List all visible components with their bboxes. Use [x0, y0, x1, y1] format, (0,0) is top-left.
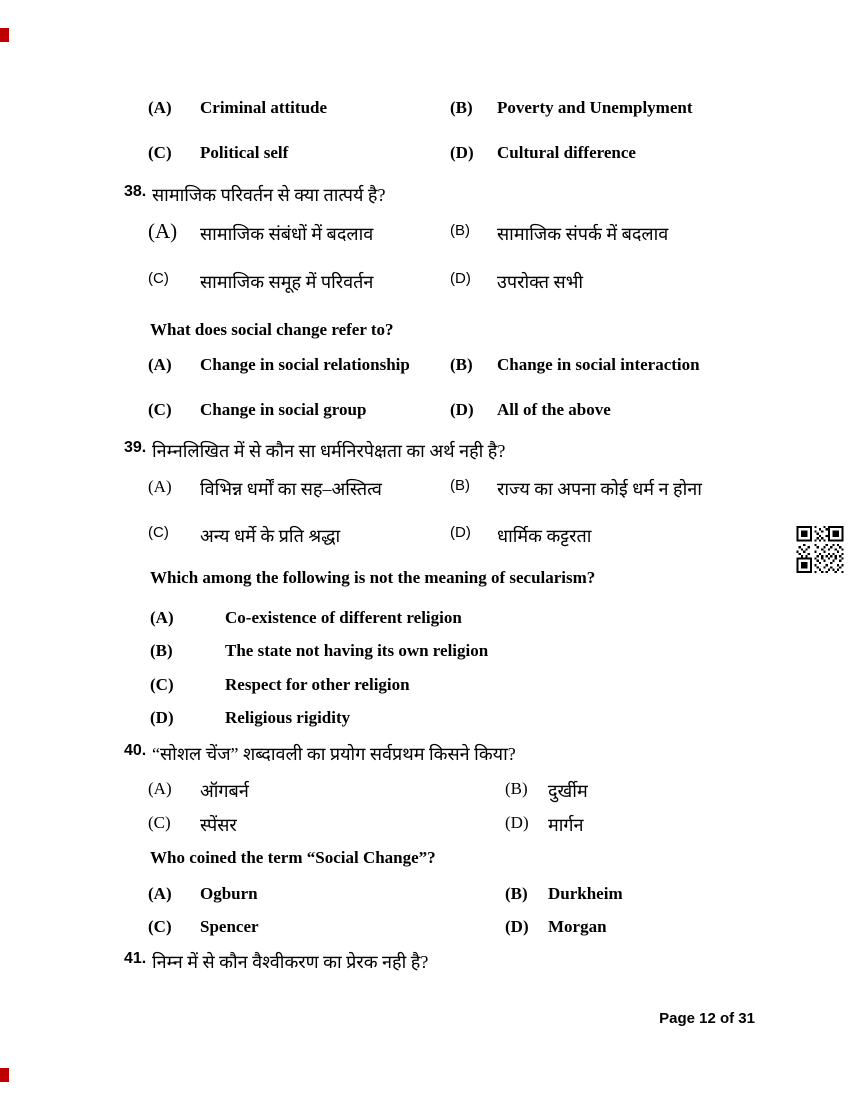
option-text: Ogburn: [200, 884, 258, 903]
option-text: Political self: [200, 143, 289, 162]
question-text: Which among the following is not the meaning of secularism?: [150, 568, 596, 587]
option-letter: (D): [505, 813, 529, 832]
page-footer: Page 12 of 31: [659, 1010, 755, 1027]
option-letter: (B): [150, 641, 173, 660]
question-text: निम्नलिखित में से कौन सा धर्मनिरपेक्षता का अर्थ नही है?: [152, 441, 506, 461]
option-text: राज्य का अपना कोई धर्म न होना: [497, 479, 702, 499]
option-letter: (D): [450, 143, 474, 162]
option-text: सामाजिक समूह में परिवर्तन: [200, 272, 374, 292]
option-text: विभिन्न धर्मों का सह–अस्तित्व: [200, 479, 382, 499]
option-letter: (A): [148, 355, 172, 374]
option-letter: (C): [148, 524, 169, 541]
option-text: Religious rigidity: [225, 708, 351, 727]
question-text: Who coined the term “Social Change”?: [150, 848, 436, 867]
option-letter: (C): [150, 675, 174, 694]
option-letter: (D): [150, 708, 174, 727]
question-number: 39.: [124, 439, 147, 456]
option-text: उपरोक्त सभी: [497, 272, 584, 292]
question-text: सामाजिक परिवर्तन से क्या तात्पर्य है?: [152, 185, 386, 205]
option-text: दुर्खीम: [548, 781, 588, 801]
option-text: Change in social interaction: [497, 355, 700, 374]
question-text: “सोशल चेंज” शब्दावली का प्रयोग सर्वप्रथम किसने किया?: [152, 744, 516, 764]
option-letter: (B): [450, 355, 473, 374]
option-text: Respect for other religion: [225, 675, 410, 694]
option-letter: (A): [150, 608, 174, 627]
option-text: Poverty and Unemplyment: [497, 98, 693, 117]
question-number: 38.: [124, 183, 147, 200]
scan-mark-bottom: [0, 1068, 9, 1082]
option-letter: (D): [505, 917, 529, 936]
option-text: Morgan: [548, 917, 607, 936]
option-text: The state not having its own religion: [225, 641, 489, 660]
question-text: निम्न में से कौन वैश्वीकरण का प्रेरक नही है?: [152, 952, 429, 972]
option-text: सामाजिक संबंधों में बदलाव: [200, 224, 374, 244]
option-text: Change in social group: [200, 400, 367, 419]
option-letter: (A): [148, 884, 172, 903]
option-letter: (A): [148, 779, 172, 798]
option-letter: (B): [505, 779, 528, 798]
option-text: स्पेंसर: [200, 815, 237, 835]
question-number: 41.: [124, 950, 147, 967]
option-text: सामाजिक संपर्क में बदलाव: [497, 224, 669, 244]
option-text: Criminal attitude: [200, 98, 328, 117]
option-text: Co-existence of different religion: [225, 608, 462, 627]
option-letter: (A): [148, 98, 172, 117]
option-text: Cultural difference: [497, 143, 636, 162]
option-text: धार्मिक कट्टरता: [497, 526, 592, 546]
option-letter: (B): [505, 884, 528, 903]
option-letter: (B): [450, 477, 470, 494]
option-letter: (B): [450, 98, 473, 117]
option-letter: (D): [450, 524, 471, 541]
option-text: ऑगबर्न: [200, 781, 249, 801]
option-text: Durkheim: [548, 884, 623, 903]
option-letter: (C): [148, 400, 172, 419]
option-letter: (A): [148, 219, 178, 243]
option-letter: (C): [148, 143, 172, 162]
option-letter: (A): [148, 477, 172, 496]
question-text: What does social change refer to?: [150, 320, 394, 339]
scan-mark-top: [0, 28, 9, 42]
option-letter: (C): [148, 813, 171, 832]
option-text: Change in social relationship: [200, 355, 410, 374]
option-text: Spencer: [200, 917, 259, 936]
option-letter: (C): [148, 270, 169, 287]
option-text: All of the above: [497, 400, 611, 419]
option-letter: (D): [450, 270, 471, 287]
option-letter: (B): [450, 222, 470, 239]
option-letter: (C): [148, 917, 172, 936]
option-text: अन्य धर्मे के प्रति श्रद्धा: [200, 526, 341, 546]
option-text: मार्गन: [548, 815, 584, 835]
qr-code: [794, 526, 846, 573]
option-letter: (D): [450, 400, 474, 419]
question-number: 40.: [124, 742, 147, 759]
